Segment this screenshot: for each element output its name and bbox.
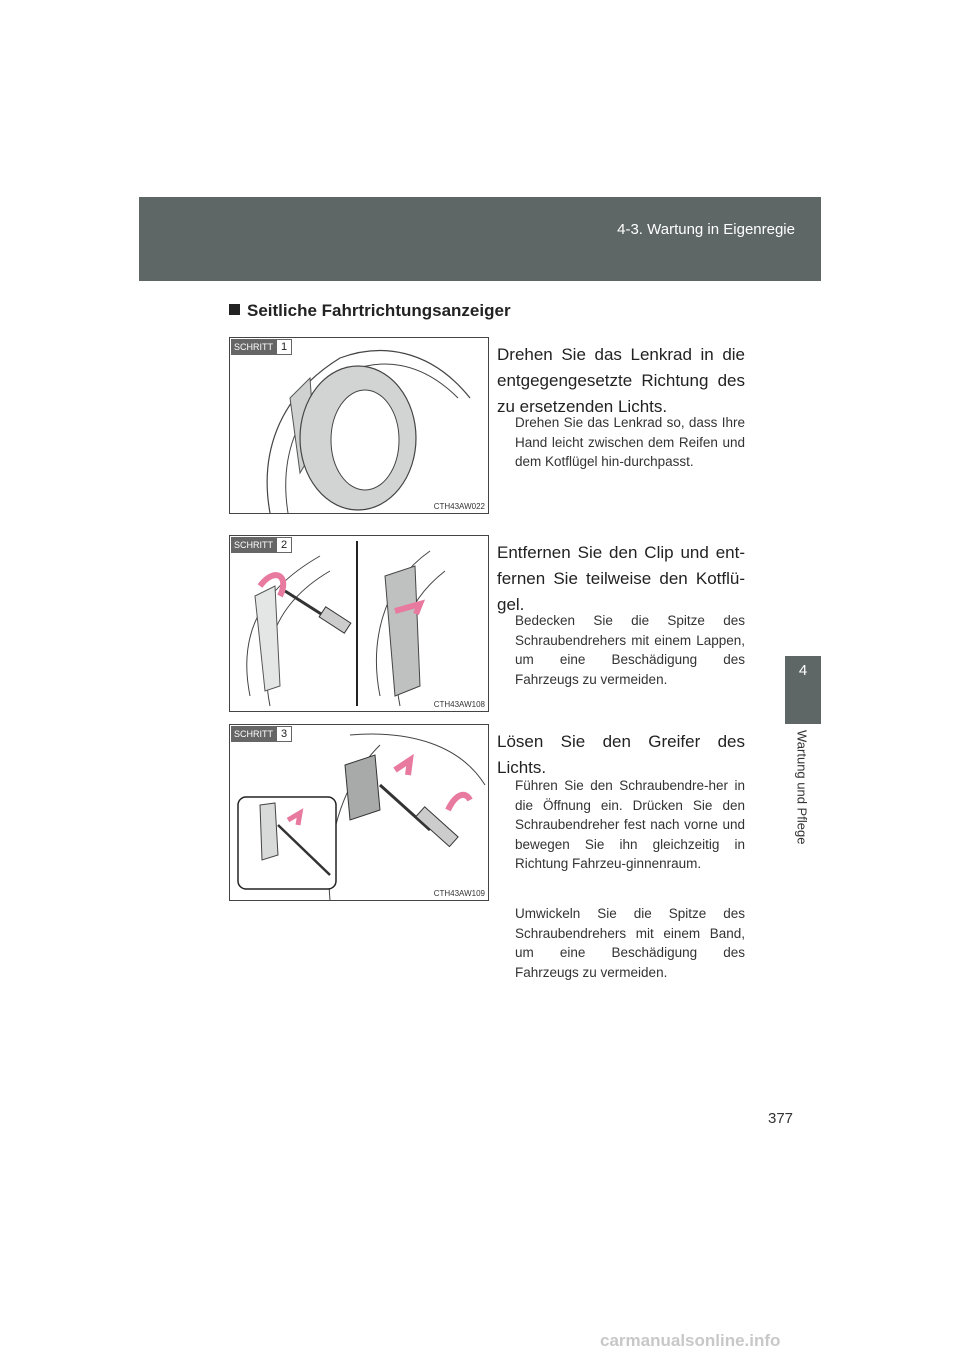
- step-1-instruction: Drehen Sie das Lenkrad in die entgegengesetzte Richtung des zu ersetzenden Lichts.: [497, 345, 745, 416]
- figure-code: CTH43AW022: [433, 502, 485, 511]
- chapter-tab: [785, 656, 821, 724]
- figure-step-3: [229, 724, 489, 901]
- chapter-number: 4: [798, 662, 808, 679]
- header-band: [139, 197, 821, 281]
- page-number: 377: [768, 1110, 794, 1127]
- watermark: carmanualsonline.info: [600, 1331, 781, 1350]
- step-badge-label: SCHRITT: [231, 339, 276, 355]
- step-badge-label: SCHRITT: [231, 537, 276, 553]
- step-1-note: Drehen Sie das Lenkrad so, dass Ihre Hand leicht zwischen dem Reifen und dem Kotflügel hin-durchpasst.: [515, 415, 745, 469]
- greifer-release-illustration: [230, 725, 488, 900]
- figure-code: CTH43AW109: [433, 889, 485, 898]
- square-bullet-icon: [229, 304, 240, 315]
- figure-step-1: [229, 337, 489, 514]
- chapter-label: Wartung und Pflege: [794, 730, 810, 845]
- step-badge: [231, 339, 292, 355]
- step-2-instruction: Entfernen Sie den Clip und ent-fernen Sie teilweise den Kotflü-gel.: [497, 543, 745, 614]
- step-3-instruction: Lösen Sie den Greifer des Lichts.: [497, 732, 745, 777]
- figure-step-2: [229, 535, 489, 712]
- tire-illustration: [230, 338, 488, 513]
- figure-code: CTH43AW108: [433, 700, 485, 709]
- chapter-label-container: [762, 730, 842, 890]
- step-badge-label: SCHRITT: [231, 726, 276, 742]
- clip-removal-illustration: [230, 536, 488, 711]
- section-title: [229, 301, 511, 321]
- step-2-note: Bedecken Sie die Spitze des Schraubendrehers mit einem Lappen, um eine Beschädigung des Fahrzeugs zu vermeiden.: [515, 613, 745, 687]
- step-badge-number: 2: [276, 537, 292, 553]
- step-badge: [231, 726, 292, 742]
- step-3-note-2: Umwickeln Sie die Spitze des Schraubendrehers mit einem Band, um eine Beschädigung des Fahrzeugs zu vermeiden.: [515, 906, 745, 980]
- section-heading: 4-3. Wartung in Eigenregie: [617, 221, 795, 238]
- step-badge: [231, 537, 292, 553]
- step-3-note-1: Führen Sie den Schraubendre-her in die Öffnung ein. Drücken Sie den Schraubendreher fest nach vorne und bewegen Sie ihn gleichzeitig in Richtung Fahrzeu-ginnenraum.: [515, 778, 745, 871]
- section-title-text: Seitliche Fahrtrichtungsanzeiger: [247, 301, 511, 320]
- step-badge-number: 1: [276, 339, 292, 355]
- step-badge-number: 3: [276, 726, 292, 742]
